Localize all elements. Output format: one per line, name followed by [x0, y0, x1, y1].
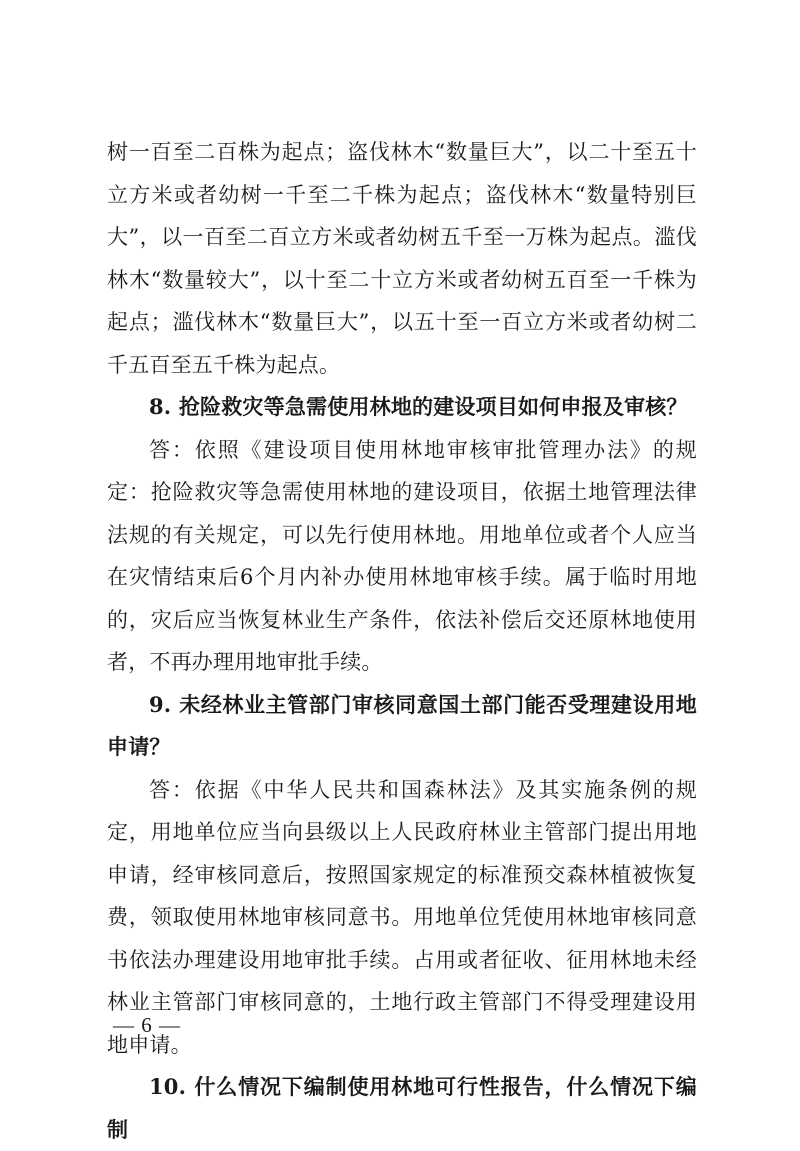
answer-9: 答：依据《中华人民共和国森林法》及其实施条例的规定，用地单位应当向县级以上人民政府林业主管部门提出用地申请，经审核同意后，按照国家规定的标准预交森林植被恢复费，领取使用林地审核同意书。用地单位凭使用林地审核同意书依法办理建设用地审批手续。占用或者征收、征用林地未经林业主管部门审核同意的，土地行政主管部门不得受理建设用地申请。	[107, 777, 697, 1057]
body-paragraph-continued: 树一百至二百株为起点；盗伐林木“数量巨大”，以二十至五十立方米或者幼树一千至二千株为起点；盗伐林木“数量特别巨大”，以一百至二百立方米或者幼树五千至一万株为起点。滥伐林木“数量较大”，以十至二十立方米或者幼树五百至一千株为起点；滥伐林木“数量巨大”，以五十至一百立方米或者幼树二千五百至五千株为起点。	[107, 140, 697, 377]
question-9: 9. 未经林业主管部门审核同意国土部门能否受理建设用地申请？	[107, 691, 697, 759]
page-content	[107, 131, 697, 1151]
question-8: 8. 抢险救灾等急需使用林地的建设项目如何申报及审核？	[149, 394, 688, 419]
answer-8: 答：依照《建设项目使用林地审核审批管理办法》的规定：抢险救灾等急需使用林地的建设项目，依据土地管理法律法规的有关规定，可以先行使用林地。用地单位或者个人应当在灾情结束后6个月内补办使用林地审核手续。属于临时用地的，灾后应当恢复林业生产条件，依法补偿后交还原林地使用者，不再办理用地审批手续。	[107, 437, 697, 674]
question-10: 10. 什么情况下编制使用林地可行性报告，什么情况下编制	[107, 1074, 697, 1142]
page-number: — 6 —	[113, 1013, 181, 1037]
